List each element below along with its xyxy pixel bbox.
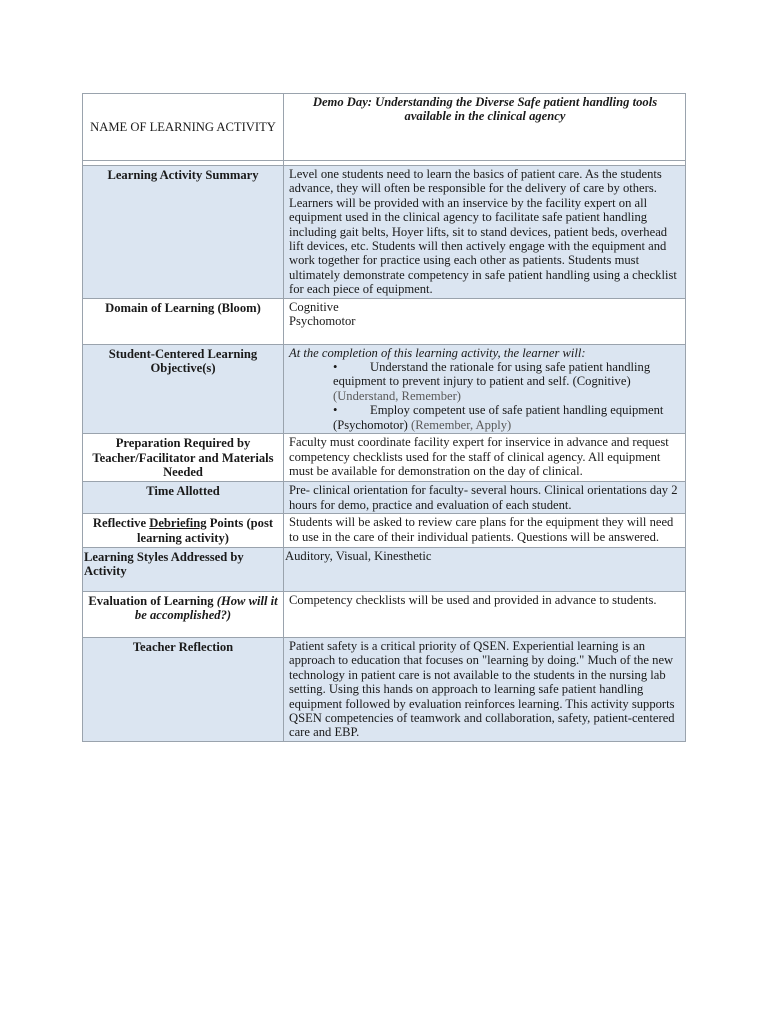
domain-cognitive: Cognitive: [289, 299, 339, 314]
preparation-label: Preparation Required by Teacher/Facilitator and Materials Needed: [83, 434, 284, 482]
evaluation-text: Competency checklists will be used and provided in advance to students.: [284, 591, 686, 637]
summary-label: Learning Activity Summary: [83, 166, 284, 299]
teacher-reflection-text: Patient safety is a critical priority of QSEN. Experiential learning is an approach to education that focuses on "learning by doing." Much of the new technology in patient care is not available to the students in the nursing lab setting. Using this hands on approach to learning safe patient handling equipment followed by evaluation reinforces learning. This activity supports QSEN competencies of teamwork and collaboration, safety, patient-centered care and EBP.: [284, 637, 686, 741]
learning-styles-text: Auditory, Visual, Kinesthetic: [284, 547, 686, 591]
learning-styles-label: Learning Styles Addressed by Activity: [83, 547, 284, 591]
evaluation-label-pre: Evaluation of Learning: [88, 593, 217, 608]
debriefing-label-pre: Reflective: [92, 516, 150, 531]
evaluation-label: [83, 591, 284, 637]
objective-text: Employ competent use of safe patient handling equipment (Psychomotor): [333, 403, 664, 432]
row-learning-styles: [83, 547, 686, 591]
objectives-intro: At the completion of this learning activity, the learner will:: [289, 345, 586, 360]
activity-name-label: NAME OF LEARNING ACTIVITY: [83, 94, 284, 161]
domain-label: Domain of Learning (Bloom): [83, 298, 284, 344]
domain-values: [284, 298, 686, 344]
evaluation-label-question: (How will it be accomplished?): [134, 593, 278, 623]
row-preparation: [83, 434, 686, 482]
objectives-list: [289, 360, 681, 432]
debriefing-text: Students will be asked to review care plans for the equipment they will need to use in the care of their individual patients. Questions will be answered.: [284, 514, 686, 548]
objective-tag: (Understand, Remember): [333, 388, 461, 403]
objective-item: [289, 403, 681, 432]
row-objectives: [83, 344, 686, 433]
row-time: [83, 482, 686, 514]
debriefing-label-post: Points (post learning activity): [137, 516, 274, 545]
bullet-icon: •: [333, 403, 338, 418]
row-debriefing: [83, 514, 686, 548]
debriefing-label: [83, 514, 284, 548]
domain-psychomotor: Psychomotor: [289, 314, 356, 329]
objective-item: [289, 360, 681, 403]
row-activity-name: [83, 94, 686, 161]
row-summary: [83, 166, 686, 299]
teacher-reflection-label: Teacher Reflection: [83, 637, 284, 741]
time-label: Time Allotted: [83, 482, 284, 514]
row-evaluation: [83, 591, 686, 637]
objective-text: Understand the rationale for using safe patient handling equipment to prevent injury to patient and self. (Cognitive): [333, 360, 651, 389]
summary-text: Level one students need to learn the basics of patient care. As the students advance, they will often be responsible for the delivery of care by others. Learners will be provided with an inservice by the facility expert on all equipment used in the clinical agency to facilitate safe patient handling including gait belts, Hoyer lifts, sit to stand devices, patient beds, overhead lift devices, etc. Students will then actively engage with the equipment and work together for practice using each other as patients. Students must ultimately demonstrate competency in safe patient handling using a checklist for each piece of equipment.: [284, 166, 686, 299]
row-domain: [83, 298, 686, 344]
time-text: Pre- clinical orientation for faculty- several hours. Clinical orientations day 2 hours for demo, practice and evaluation of each student.: [284, 482, 686, 514]
preparation-text: Faculty must coordinate facility expert for inservice in advance and request competency checklists used for the staff of clinical agency. All equipment must be available for demonstration on the day of clinical.: [284, 434, 686, 482]
objectives-label: Student-Centered Learning Objective(s): [83, 344, 284, 433]
activity-title: Demo Day: Understanding the Diverse Safe patient handling tools available in the clinical agency: [284, 94, 686, 161]
objectives-content: [284, 344, 686, 433]
objective-tag: (Remember, Apply): [411, 417, 512, 432]
row-teacher-reflection: [83, 637, 686, 741]
learning-activity-table: [82, 93, 686, 742]
debriefing-label-underlined: Debriefing: [149, 516, 207, 531]
bullet-icon: •: [333, 360, 338, 375]
